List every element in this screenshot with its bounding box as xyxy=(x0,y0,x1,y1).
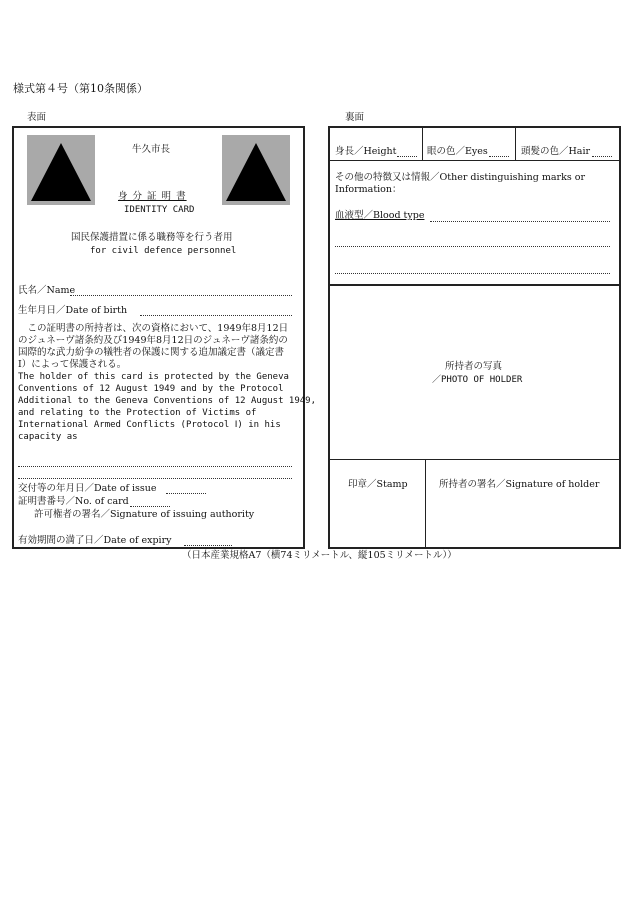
protection-text-jp-2: のジュネーヴ諸条約及び1949年8月12日のジュネーヴ諸条約の xyxy=(18,335,288,346)
emblem-right-icon xyxy=(222,135,290,205)
back-card xyxy=(328,126,621,549)
row-divider-1 xyxy=(330,160,619,161)
blood-type-label: 血液型／Blood type xyxy=(335,210,425,221)
protection-text-en-1: The holder of this card is protected by the Geneva xyxy=(18,372,289,382)
protection-text-jp-1: この証明書の所持者は、次の資格において、1949年8月12日 xyxy=(18,323,289,334)
holder-signature-label: 所持者の署名／Signature of holder xyxy=(439,479,600,490)
row-divider-2 xyxy=(330,284,619,286)
expiry-date-line xyxy=(184,545,232,546)
col-divider-signature xyxy=(425,459,426,547)
row-divider-3 xyxy=(330,459,619,460)
eye-color-field-line xyxy=(489,156,509,157)
name-field-label: 氏名／Name xyxy=(18,285,76,296)
capacity-line-1 xyxy=(18,466,292,467)
protection-text-en-2: Conventions of 12 August 1949 and by the Protocol xyxy=(18,384,284,394)
front-side-label: 表面 xyxy=(27,112,47,123)
stamp-label: 印章／Stamp xyxy=(348,479,408,490)
col-divider-hair xyxy=(515,128,516,160)
form-number-heading: 様式第４号（第10条関係） xyxy=(13,82,148,95)
card-number-line xyxy=(130,506,170,507)
hair-color-field-line xyxy=(592,156,612,157)
col-divider-eyes xyxy=(422,128,423,160)
other-marks-label-1: その他の特徴又は情報／Other distinguishing marks or xyxy=(335,172,585,183)
protection-text-jp-3: 国際的な武力紛争の犠牲者の保護に関する追加議定書（議定書 xyxy=(18,347,285,358)
height-field-label: 身長／Height xyxy=(335,146,397,157)
info-line-2 xyxy=(335,273,610,274)
expiry-date-label: 有効期間の満了日／Date of expiry xyxy=(18,535,172,546)
purpose-jp: 国民保護措置に係る職務等を行う者用 xyxy=(71,232,233,243)
mayor-title: 牛久市長 xyxy=(132,144,171,155)
capacity-line-2 xyxy=(18,478,292,479)
blood-type-line xyxy=(430,221,610,222)
dob-field-label: 生年月日／Date of birth xyxy=(18,305,128,316)
issue-date-line xyxy=(166,493,206,494)
front-card xyxy=(12,126,317,549)
card-number-label: 証明書番号／No. of card xyxy=(18,496,129,507)
info-line-1 xyxy=(335,246,610,247)
protection-text-en-5: International Armed Conflicts (Protocol Ⅰ) in his xyxy=(18,420,281,430)
authority-signature-label: 許可権者の署名／Signature of issuing authority xyxy=(34,509,255,520)
protection-text-jp-4: Ⅰ）によって保護される。 xyxy=(18,359,127,370)
height-field-line xyxy=(397,156,417,157)
hair-color-field-label: 頭髪の色／Hair xyxy=(521,146,591,157)
protection-text-en-3: Additional to the Geneva Conventions of 12 August 1949, xyxy=(18,396,317,406)
back-side-label: 裏面 xyxy=(345,112,365,123)
photo-label-jp: 所持者の写真 xyxy=(445,361,503,372)
size-standard-note: （日本産業規格A7（横74ミリメートル、縦105ミリメートル）） xyxy=(182,550,457,561)
eye-color-field-label: 眼の色／Eyes xyxy=(427,146,488,157)
protection-text-en-4: and relating to the Protection of Victims of xyxy=(18,408,257,418)
card-title-en: IDENTITY CARD xyxy=(124,205,195,215)
purpose-en: for civil defence personnel xyxy=(90,246,237,256)
dob-field-line xyxy=(140,315,292,316)
name-field-line xyxy=(70,295,292,296)
emblem-left-icon xyxy=(27,135,95,205)
card-title-jp: 身 分 証 明 書 xyxy=(118,191,187,202)
issue-date-label: 交付等の年月日／Date of issue xyxy=(18,483,157,494)
other-marks-label-2: Information： xyxy=(335,184,402,195)
photo-label-en: ／PHOTO OF HOLDER xyxy=(432,375,523,385)
protection-text-en-6: capacity as xyxy=(18,432,78,442)
